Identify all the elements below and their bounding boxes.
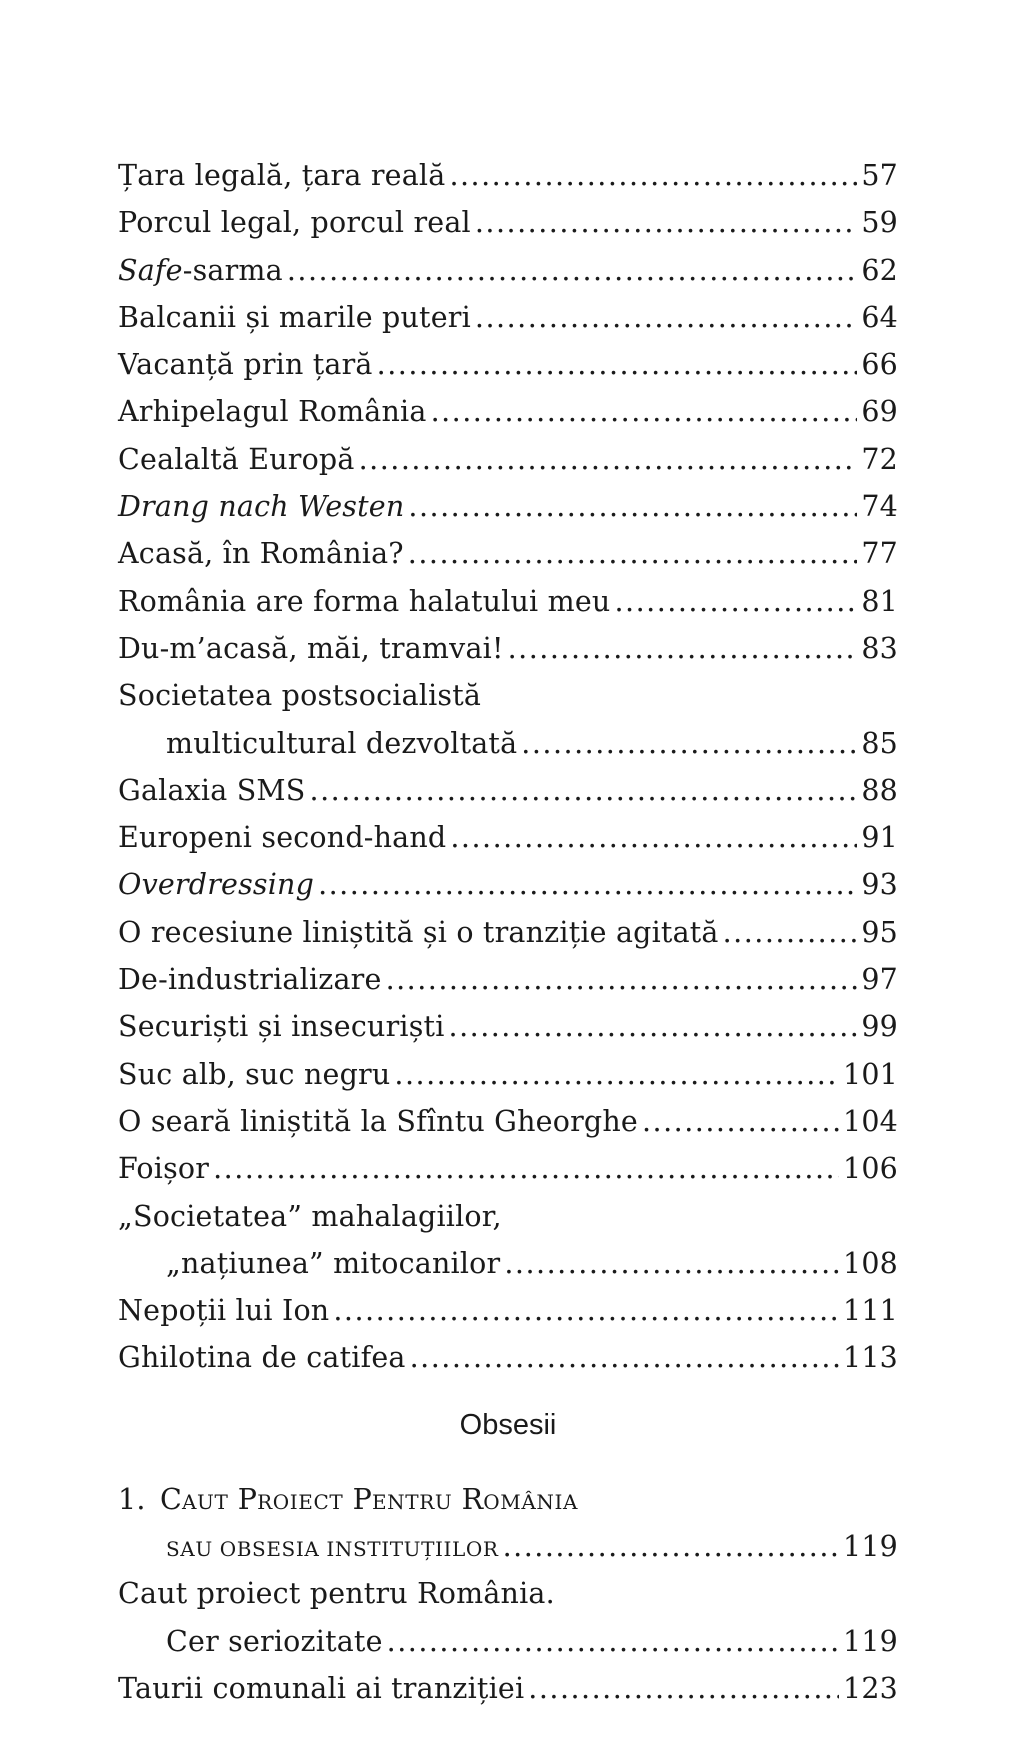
dot-leader: [333, 1287, 839, 1334]
toc-page-number: 91: [861, 821, 898, 855]
toc-entry-title-continued: multicultural dezvoltată: [166, 726, 518, 760]
dot-leader: [528, 1665, 839, 1712]
toc-page-number: 88: [861, 773, 898, 807]
section-heading: Obsesii: [459, 1408, 557, 1441]
chapter-title: 1. CAUT PROIECT PENTRU ROMÂNIA: [118, 1476, 578, 1526]
toc-page-number: 72: [861, 442, 898, 476]
toc-entry[interactable]: [118, 1193, 898, 1288]
toc-entry[interactable]: [118, 956, 898, 1003]
chapter-subtitle: SAU OBSESIA INSTITUȚIILOR: [166, 1537, 499, 1562]
toc-entry-title: Foișor: [118, 1152, 210, 1186]
toc-page-number: 93: [861, 868, 898, 902]
dot-leader: [475, 294, 857, 341]
dot-leader: [642, 1098, 839, 1145]
toc-entry[interactable]: [118, 672, 898, 767]
dot-leader: [408, 483, 857, 530]
toc-page-number: 113: [843, 1341, 898, 1375]
toc-entry-title: Societatea postsocialistă: [118, 679, 482, 713]
toc-page-number: 85: [861, 726, 898, 760]
toc-entry-title: Cealaltă Europă: [118, 442, 355, 476]
dot-leader: [431, 388, 858, 435]
toc-page-number: 123: [843, 1671, 898, 1705]
dot-leader: [521, 720, 857, 767]
toc-entry-title: Balcanii și marile puteri: [118, 300, 471, 334]
toc-entry[interactable]: [118, 909, 898, 956]
dot-leader: [394, 1051, 839, 1098]
toc-entry-title: „Societatea” mahalagiilor,: [118, 1199, 502, 1233]
toc-page-number: 101: [843, 1057, 898, 1091]
toc-entry[interactable]: [118, 1051, 898, 1098]
toc-entry-title: Europeni second-hand: [118, 821, 447, 855]
toc-entry-title: O recesiune liniștită și o tranziție agitată: [118, 915, 719, 949]
toc-page-number: 95: [861, 915, 898, 949]
toc-page-number: 74: [861, 490, 898, 524]
toc-entry-title: România are forma halatului meu: [118, 584, 611, 618]
toc-entry[interactable]: [118, 530, 898, 577]
toc-entry[interactable]: [118, 247, 898, 294]
toc-entry-title: Ghilotina de catifea: [118, 1341, 406, 1375]
toc-page-number: 64: [861, 300, 898, 334]
table-of-contents: [118, 152, 898, 1712]
toc-page-number: 69: [861, 395, 898, 429]
toc-entry-title: Vacanță prin țară: [118, 348, 373, 382]
dot-leader: [503, 1523, 839, 1570]
dot-leader: [410, 1334, 839, 1381]
toc-entry-title: Securiști și insecuriști: [118, 1010, 445, 1044]
toc-page-number: 81: [861, 584, 898, 618]
dot-leader: [386, 956, 858, 1003]
toc-page-number: 59: [861, 206, 898, 240]
dot-leader: [475, 199, 857, 246]
toc-entry-title: Overdressing: [118, 868, 315, 902]
toc-entry[interactable]: [118, 861, 898, 908]
toc-entry-title-continued: „națiunea” mitocanilor: [166, 1246, 501, 1280]
toc-entry-title: Suc alb, suc negru: [118, 1057, 391, 1091]
dot-leader: [359, 436, 858, 483]
toc-entry[interactable]: [118, 388, 898, 435]
dot-leader: [213, 1145, 839, 1192]
dot-leader: [614, 578, 857, 625]
toc-page-number: 99: [861, 1010, 898, 1044]
toc-page-number: 66: [861, 348, 898, 382]
toc-entry-title: Galaxia SMS: [118, 773, 306, 807]
dot-leader: [408, 530, 858, 577]
toc-entry-title: [118, 247, 283, 294]
toc-entry[interactable]: [118, 1287, 898, 1334]
toc-entry[interactable]: [118, 1145, 898, 1192]
toc-entry[interactable]: [118, 436, 898, 483]
dot-leader: [508, 625, 858, 672]
toc-entry-title: Acasă, în România?: [118, 537, 404, 571]
dot-leader: [449, 152, 857, 199]
toc-page-number: 111: [843, 1294, 898, 1328]
toc-entry-title: Du-m’acasă, măi, tramvai!: [118, 631, 504, 665]
toc-page-number: 57: [861, 159, 898, 192]
toc-entry-title: Caut proiect pentru România.: [118, 1577, 555, 1611]
dot-leader: [377, 341, 858, 388]
toc-entry-title: Taurii comunali ai tranziției: [118, 1671, 525, 1705]
toc-entry-title-rest: -sarma: [182, 253, 283, 287]
toc-entry-title: Arhipelagul România: [118, 395, 427, 429]
toc-chapter-entry[interactable]: [118, 1476, 898, 1571]
toc-entry[interactable]: [118, 199, 898, 246]
dot-leader: [287, 247, 858, 294]
toc-entry-title: Porcul legal, porcul real: [118, 206, 471, 240]
toc-page-number: 97: [861, 963, 898, 997]
toc-page-number: 108: [843, 1246, 898, 1280]
dot-leader: [387, 1618, 839, 1665]
chapter-number: 1.: [118, 1482, 146, 1516]
dot-leader: [449, 1003, 858, 1050]
toc-entry[interactable]: [118, 1003, 898, 1050]
toc-page-number: 106: [843, 1152, 898, 1186]
toc-page-number: 119: [843, 1624, 898, 1658]
toc-entry-title: De-industrializare: [118, 963, 382, 997]
toc-entry[interactable]: [118, 483, 898, 530]
toc-entry[interactable]: [118, 341, 898, 388]
toc-entry-title-italic: Safe: [118, 253, 183, 287]
toc-entry[interactable]: [118, 152, 898, 199]
toc-page-number: 83: [861, 631, 898, 665]
toc-page-number: 62: [861, 253, 898, 287]
toc-entry[interactable]: [118, 1665, 898, 1712]
toc-entry[interactable]: [118, 767, 898, 814]
toc-entry[interactable]: [118, 1334, 898, 1381]
toc-entry[interactable]: [118, 814, 898, 861]
dot-leader: [504, 1240, 839, 1287]
toc-entry-title: Drang nach Westen: [118, 490, 405, 524]
toc-entry-title: Nepoții lui Ion: [118, 1294, 330, 1328]
toc-page-number: 77: [861, 537, 898, 571]
toc-entry[interactable]: [118, 294, 898, 341]
toc-page-number: 104: [843, 1104, 898, 1138]
toc-entry-title-continued: Cer seriozitate: [166, 1624, 383, 1658]
toc-entry[interactable]: [118, 625, 898, 672]
toc-entry[interactable]: [118, 1570, 898, 1665]
dot-leader: [450, 814, 857, 861]
dot-leader: [723, 909, 858, 956]
toc-entry[interactable]: [118, 1098, 898, 1145]
toc-page-number: 119: [843, 1530, 898, 1564]
dot-leader: [318, 861, 857, 908]
toc-entry[interactable]: [118, 578, 898, 625]
toc-entry-title: Țara legală, țara reală: [118, 159, 446, 192]
toc-entry-title: O seară liniștită la Sfîntu Gheorghe: [118, 1104, 638, 1138]
dot-leader: [310, 767, 858, 814]
